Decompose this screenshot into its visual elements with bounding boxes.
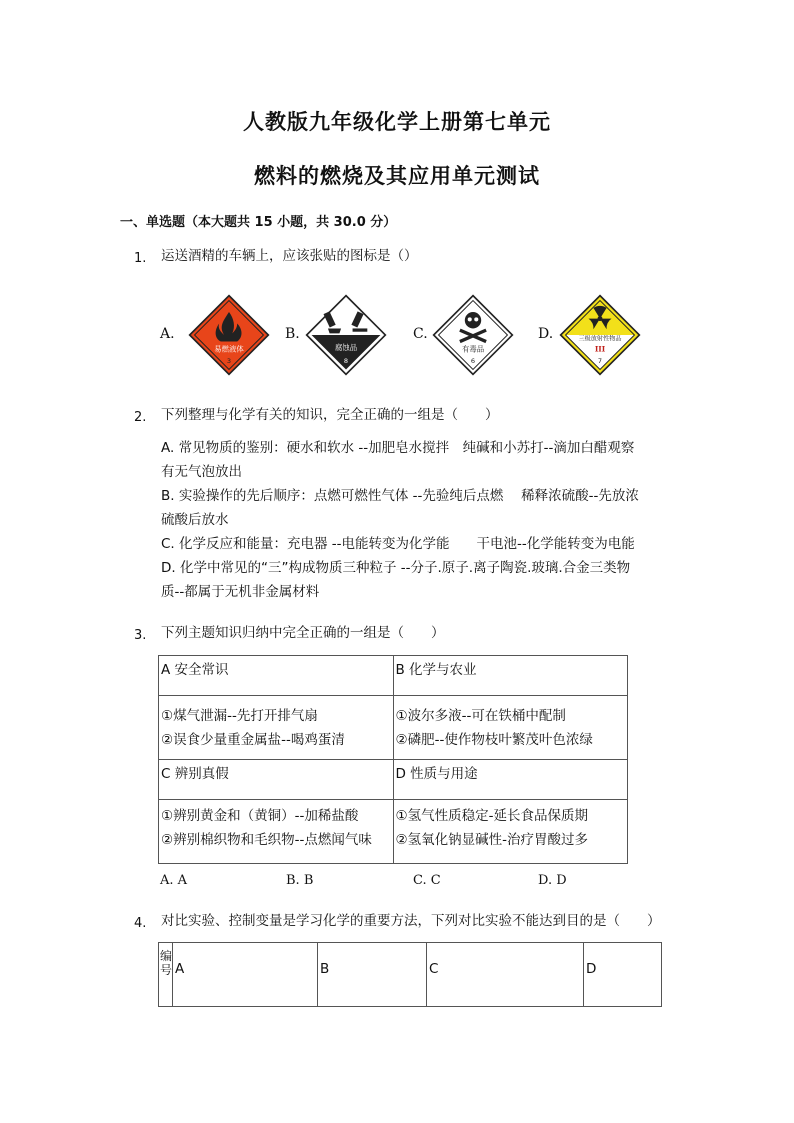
q3-choice-a: A. A [160,873,188,888]
q2-line-1: A. 常见物质的鉴别：硬水和软水 --加肥皂水搅拌 纯碱和小苏打--滴加白醋观察 [161,440,635,456]
q4-cell-number-head: 编号 [159,943,173,1007]
q3-cell-c-head: C 辨别真假 [159,760,394,800]
q2-line-7: 质--都属于无机非金属材料 [161,584,320,600]
toxic-sign [432,294,514,376]
q3-number: 3. [134,628,147,643]
q1-option-d-letter: D. [538,326,554,342]
q4-table [158,942,662,1007]
q3-table [158,655,628,864]
sign-a-label: 易燃液体 [214,344,244,354]
q3-choice-b: B. B [286,873,314,888]
q3-choice-c: C. C [413,873,441,888]
q2-line-2: 有无气泡放出 [161,464,242,480]
q1-option-a-letter: A. [160,326,175,342]
q3-text: 下列主题知识归纳中完全正确的一组是（ ） [161,625,445,641]
sign-a-num: 3 [226,356,232,365]
sign-b-label: 腐蚀品 [334,342,358,352]
sign-d-label: 三级放射性物品 [578,335,622,343]
q1-number: 1. [134,251,147,266]
q3-cell-a-body: ①煤气泄漏--先打开排气扇 ②误食少量重金属盐--喝鸡蛋清 [159,696,394,760]
q1-option-c-letter: C. [413,326,428,342]
q4-text: 对比实验、控制变量是学习化学的重要方法，下列对比实验不能达到目的是（ ） [161,913,661,929]
q2-line-4: 硫酸后放水 [161,512,229,528]
sign-b-num: 8 [343,356,349,365]
q2-line-6: D. 化学中常见的“三”构成物质三种粒子 --分子.原子.离子陶瓷.玻璃.合金三类物 [161,560,631,576]
q2-number: 2. [134,410,147,425]
sign-d-num: 7 [597,356,603,365]
q3-cell-a-head: A 安全常识 [159,656,394,696]
q3-cell-d-body: ①氢气性质稳定-延长食品保质期 ②氢氧化钠显碱性-治疗胃酸过多 [393,800,628,864]
sign-c-num: 6 [470,356,476,365]
q2-options [161,436,681,604]
q2-line-5: C. 化学反应和能量：充电器 --电能转变为化学能 干电池--化学能转变为电能 [161,536,635,552]
q4-number: 4. [134,916,147,931]
corrosive-sign [305,294,387,376]
q2-line-3: B. 实验操作的先后顺序：点燃可燃性气体 --先验纯后点燃 稀释浓硫酸--先放浓 [161,488,639,504]
q4-cell-c: C [427,943,584,1007]
q3-choice-d: D. D [538,873,567,888]
flammable-liquid-sign [188,294,270,376]
sign-d-roman: III [594,344,606,354]
radioactive-sign [559,294,641,376]
q3-cell-c-body: ①辨别黄金和（黄铜）--加稀盐酸 ②辨别棉织物和毛织物--点燃闻气味 [159,800,394,864]
title-line-1: 人教版九年级化学上册第七单元 [243,110,551,134]
title-line-2: 燃料的燃烧及其应用单元测试 [254,164,540,188]
q4-cell-d: D [584,943,662,1007]
q3-cell-b-body: ①波尔多液--可在铁桶中配制 ②磷肥--使作物枝叶繁茂叶色浓绿 [393,696,628,760]
sign-c-label: 有毒品 [461,344,485,354]
q4-cell-b: B [318,943,427,1007]
q1-text: 运送酒精的车辆上，应该张贴的图标是（） [161,248,418,264]
q1-option-b-letter: B. [285,326,300,342]
q3-cell-d-head: D 性质与用途 [393,760,628,800]
section-heading: 一、单选题（本大题共 15 小题，共 30.0 分） [120,215,397,230]
q4-cell-a: A [173,943,318,1007]
q3-cell-b-head: B 化学与农业 [393,656,628,696]
q2-text: 下列整理与化学有关的知识，完全正确的一组是（ ） [161,407,499,423]
